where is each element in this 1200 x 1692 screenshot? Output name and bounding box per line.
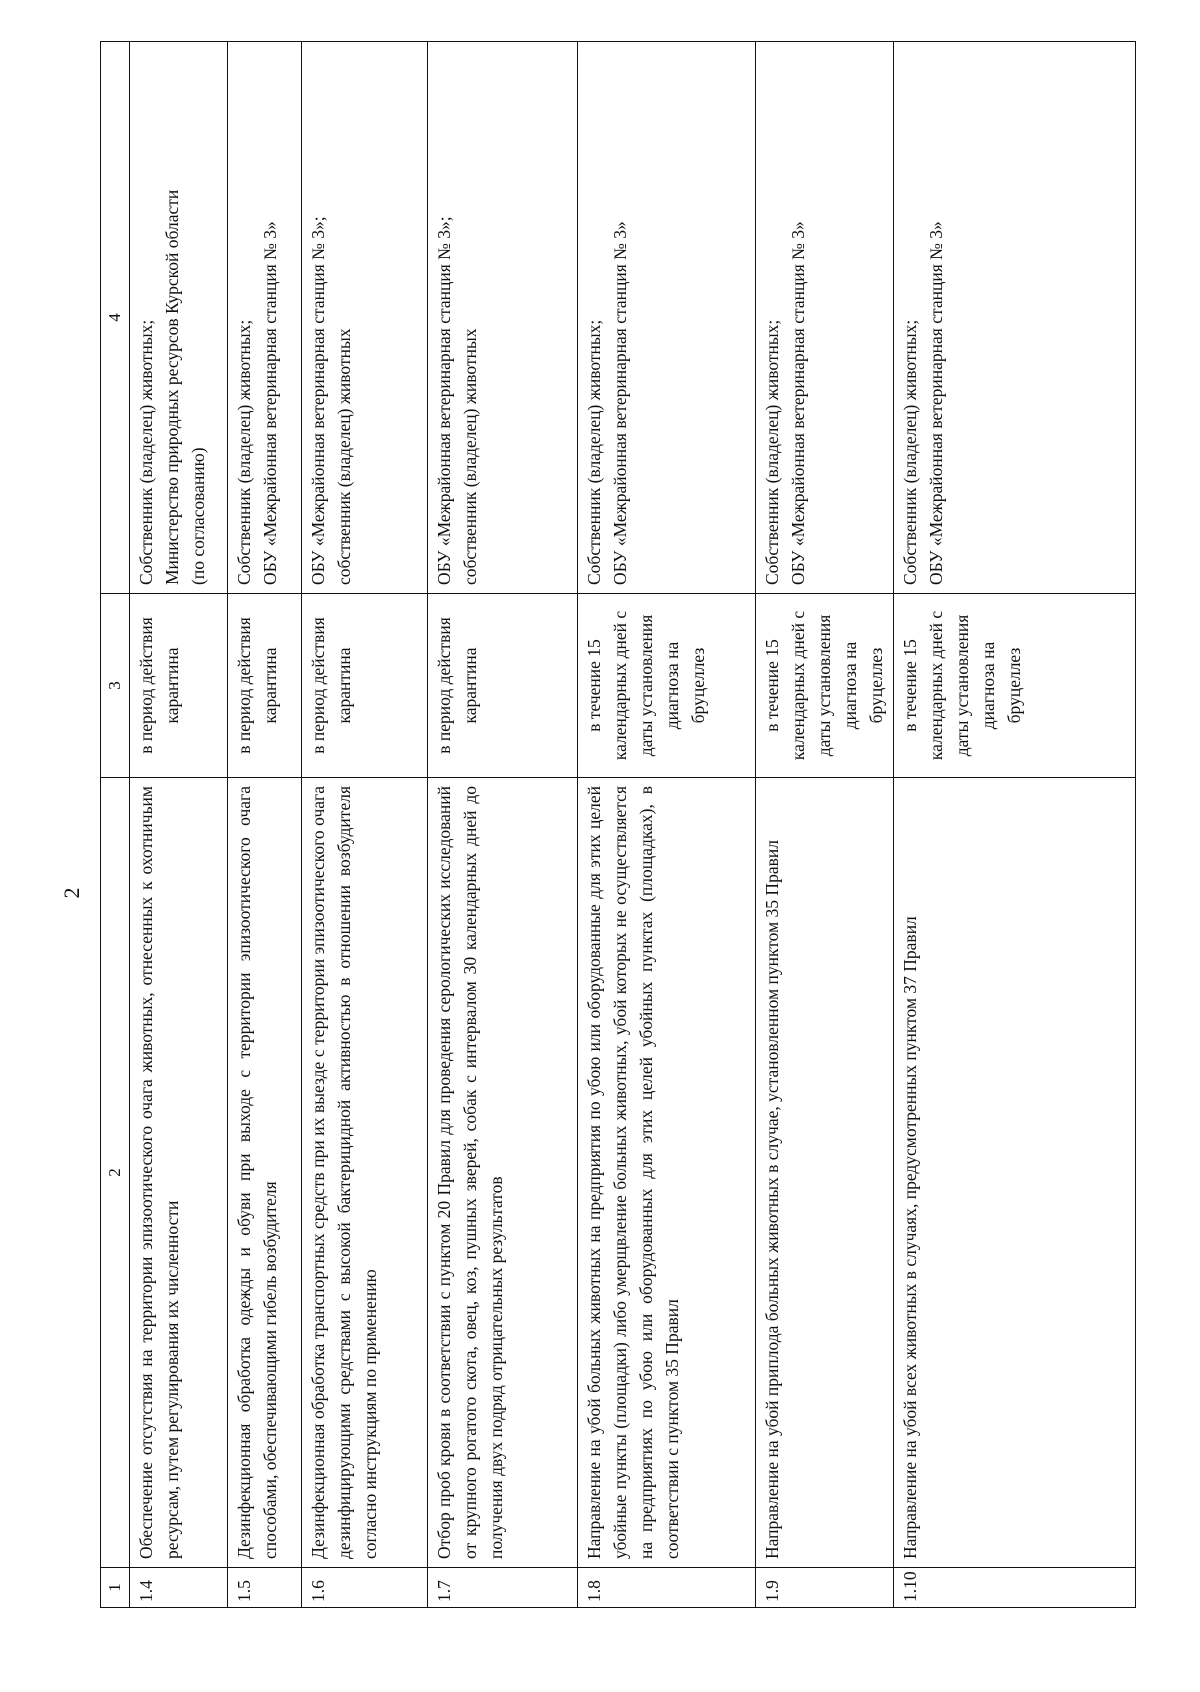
header-row	[101, 42, 130, 1608]
header-col-2: 2	[101, 778, 130, 1568]
measure-description: Обеспечение отсутствия на территории эпизоотического очага животных, отнесенных к охотничьим ресурсам, путем регулирования их численности	[130, 778, 228, 1568]
measure-responsible: ОБУ «Межрайонная ветеринарная станция № 3»; собственник (владелец) животных	[302, 42, 428, 594]
row-number: 1.10	[894, 1568, 1136, 1608]
measure-responsible: Собственник (владелец) животных; ОБУ «Межрайонная ветеринарная станция № 3»	[894, 42, 1136, 594]
header-col-4: 4	[101, 42, 130, 594]
page-number: 2	[59, 887, 84, 899]
row-number: 1.8	[578, 1568, 756, 1608]
table-row	[130, 42, 228, 1608]
row-number: 1.4	[130, 1568, 228, 1608]
table-row	[428, 42, 578, 1608]
row-number: 1.6	[302, 1568, 428, 1608]
measure-term: в течение 15 календарных дней с даты установления диагноза на бруцеллез	[578, 594, 756, 778]
rotated-table-container	[100, 42, 1128, 1608]
measure-responsible: Собственник (владелец) животных; ОБУ «Межрайонная ветеринарная станция № 3»	[228, 42, 302, 594]
measure-term: в период действия карантина	[228, 594, 302, 778]
table-row	[894, 42, 1136, 1608]
measure-term: в период действия карантина	[428, 594, 578, 778]
measure-description: Отбор проб крови в соответствии с пунктом 20 Правил для проведения серологических исследований от крупного рогатого скота, овец, коз, пушных зверей, собак с интервалом 30 календарных дней до получения двух подряд отрицательных результатов	[428, 778, 578, 1568]
row-number: 1.5	[228, 1568, 302, 1608]
table-row	[302, 42, 428, 1608]
measure-description: Направление на убой приплода больных животных в случае, установленном пунктом 35 Правил	[756, 778, 894, 1568]
measure-description: Дезинфекционная обработка одежды и обуви при выходе с территории эпизоотического очага способами, обеспечивающими гибель возбудителя	[228, 778, 302, 1568]
measure-term: в период действия карантина	[130, 594, 228, 778]
measure-responsible: ОБУ «Межрайонная ветеринарная станция № 3»; собственник (владелец) животных	[428, 42, 578, 594]
header-col-3: 3	[101, 594, 130, 778]
measure-description: Направление на убой больных животных на предприятия по убою или оборудованные для этих целей убойные пункты (площадки) либо умерщвление больных животных, убой которых не осуществляется на предприятиях по убою или оборудованных для этих целей убойных пунктах (площадках), в соответствии с пунктом 35 Правил	[578, 778, 756, 1568]
measure-term: в течение 15 календарных дней с даты установления диагноза на бруцеллез	[756, 594, 894, 778]
measure-responsible: Собственник (владелец) животных; Министерство природных ресурсов Курской области (по согласованию)	[130, 42, 228, 594]
measure-responsible: Собственник (владелец) животных; ОБУ «Межрайонная ветеринарная станция № 3»	[756, 42, 894, 594]
table-row	[578, 42, 756, 1608]
row-number: 1.7	[428, 1568, 578, 1608]
table-row	[756, 42, 894, 1608]
measure-responsible: Собственник (владелец) животных; ОБУ «Межрайонная ветеринарная станция № 3»	[578, 42, 756, 594]
measure-description: Направление на убой всех животных в случаях, предусмотренных пунктом 37 Правил	[894, 778, 1136, 1568]
measure-description: Дезинфекционная обработка транспортных средств при их выезде с территории эпизоотического очага дезинфицирующими средствами с высокой бактерицидной активностью в отношении возбудителя согласно инструкциям по применению	[302, 778, 428, 1568]
measure-term: в течение 15 календарных дней с даты установления диагноза на бруцеллез	[894, 594, 1136, 778]
measure-term: в период действия карантина	[302, 594, 428, 778]
measures-table	[100, 41, 1136, 1608]
table-row	[228, 42, 302, 1608]
header-col-1: 1	[101, 1568, 130, 1608]
row-number: 1.9	[756, 1568, 894, 1608]
